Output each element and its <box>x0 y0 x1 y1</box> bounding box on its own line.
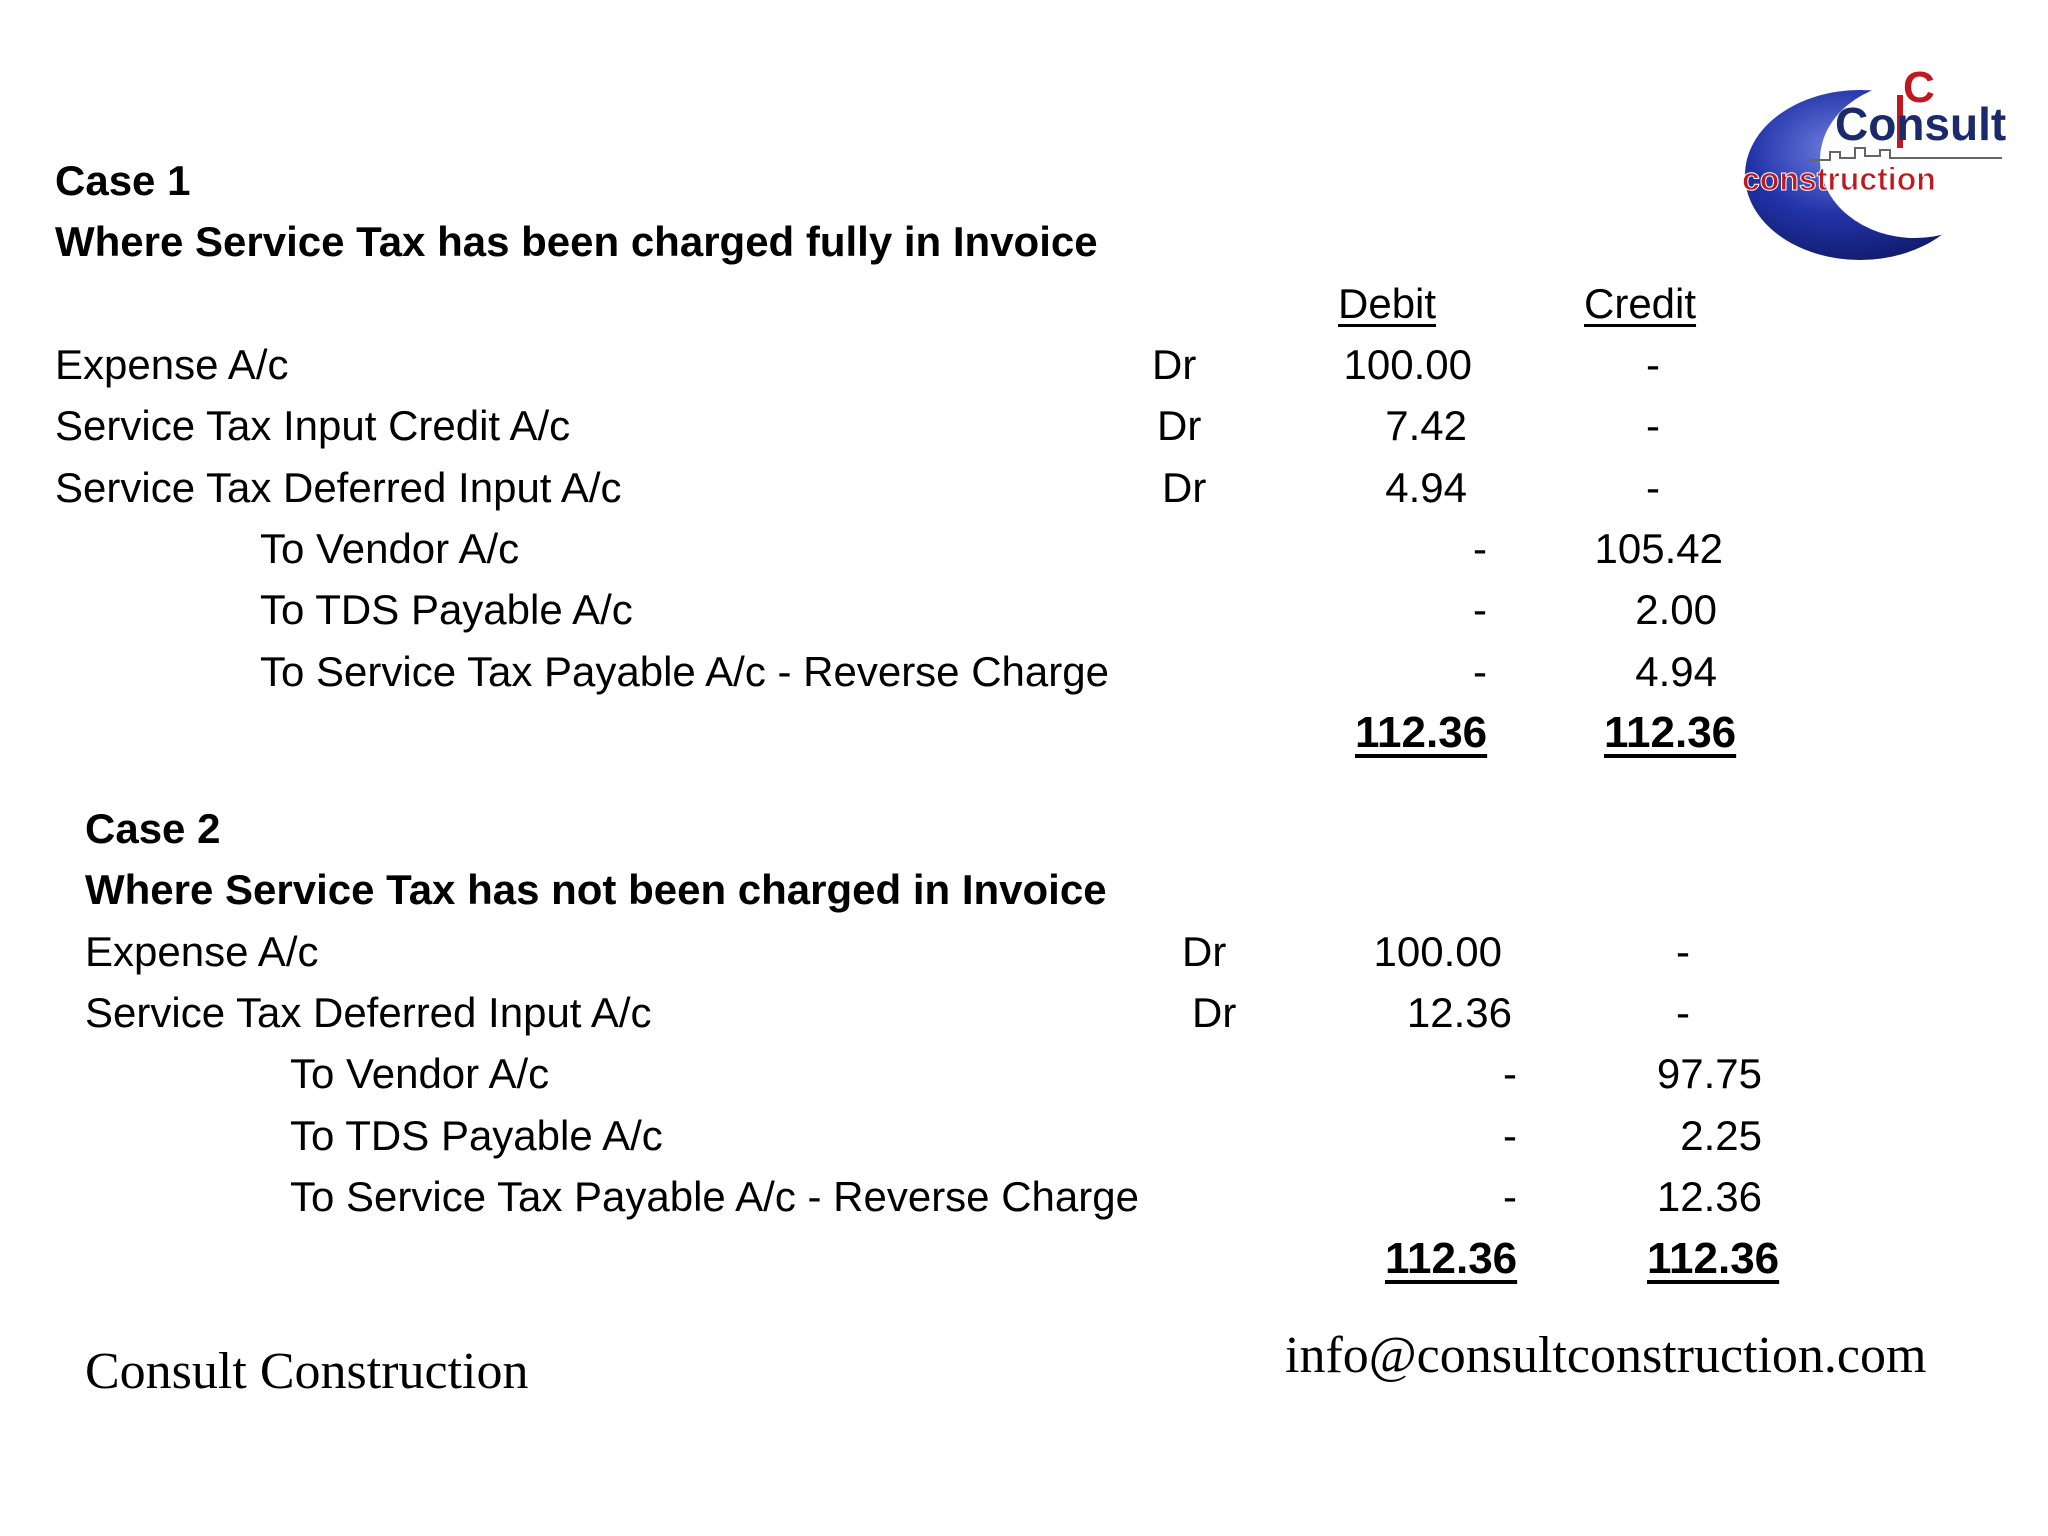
case2-row-account: Service Tax Deferred Input A/c <box>85 989 652 1036</box>
case2-row-debit: - <box>1503 1173 1517 1220</box>
case1-subtitle: Where Service Tax has been charged fully in Invoice <box>55 218 1098 265</box>
debit-header: Debit <box>1338 280 1437 327</box>
case1-row-credit: - <box>1646 464 1660 511</box>
case2-row-credit: - <box>1676 989 1690 1036</box>
case1-total-credit: 112.36 <box>1604 708 1737 757</box>
case2-row-debit: 12.36 <box>1406 989 1512 1036</box>
case2-row-credit: 2.25 <box>1680 1112 1762 1159</box>
case2-row-debit: - <box>1503 1112 1517 1159</box>
case1-row-credit: - <box>1646 402 1660 449</box>
case1-row-account: Service Tax Deferred Input A/c <box>55 464 622 511</box>
case2-title: Case 2 <box>85 805 221 852</box>
case2-row-credit: - <box>1676 928 1690 975</box>
logo-wordmark: Consult <box>1835 98 2007 150</box>
logo-ribbon-text: construction <box>1742 161 1936 197</box>
case1-row-debit: 7.42 <box>1385 402 1467 449</box>
case1-row-debit: - <box>1473 586 1487 633</box>
case1-row-credit: 4.94 <box>1635 648 1717 695</box>
case2-row-account: To Service Tax Payable A/c - Reverse Charge <box>290 1173 1139 1220</box>
case1-row-dr: Dr <box>1152 341 1197 388</box>
footer-email[interactable]: info@consultconstruction.com <box>1285 1327 1927 1384</box>
case2-subtitle: Where Service Tax has not been charged in Invoice <box>85 866 1107 913</box>
case1-row-credit: 105.42 <box>1594 525 1723 572</box>
case1-row-account: To TDS Payable A/c <box>260 586 633 633</box>
footer-company: Consult Construction <box>85 1343 529 1400</box>
case1-title: Case 1 <box>55 157 191 204</box>
logo-c-letter: C <box>1903 63 1935 112</box>
case2-row-credit: 12.36 <box>1656 1173 1762 1220</box>
case1-row-dr: Dr <box>1157 402 1202 449</box>
case2-row-dr: Dr <box>1192 989 1237 1036</box>
case2-row-debit: - <box>1503 1050 1517 1097</box>
case1-row-account: Service Tax Input Credit A/c <box>55 402 571 449</box>
case2-row-credit: 97.75 <box>1656 1050 1762 1097</box>
case1-row-credit: 2.00 <box>1635 586 1717 633</box>
case1-total-debit: 112.36 <box>1355 708 1488 757</box>
consult-construction-logo <box>1740 40 2010 270</box>
case2-row-account: To Vendor A/c <box>290 1050 550 1097</box>
case1-row-debit: 100.00 <box>1343 341 1472 388</box>
case1-row-debit: - <box>1473 648 1487 695</box>
case1-row-dr: Dr <box>1162 464 1207 511</box>
case2-total-debit: 112.36 <box>1385 1234 1518 1283</box>
case2-row-account: Expense A/c <box>85 928 319 975</box>
case1-row-debit: 4.94 <box>1385 464 1467 511</box>
case1-row-debit: - <box>1473 525 1487 572</box>
case1-row-account: To Service Tax Payable A/c - Reverse Charge <box>260 648 1109 695</box>
case2-total-credit: 112.36 <box>1647 1234 1780 1283</box>
credit-header: Credit <box>1584 280 1697 327</box>
case2-row-dr: Dr <box>1182 928 1227 975</box>
case1-row-account: To Vendor A/c <box>260 525 520 572</box>
case1-row-credit: - <box>1646 341 1660 388</box>
case2-row-account: To TDS Payable A/c <box>290 1112 663 1159</box>
case2-row-debit: 100.00 <box>1373 928 1502 975</box>
case1-row-account: Expense A/c <box>55 341 289 388</box>
